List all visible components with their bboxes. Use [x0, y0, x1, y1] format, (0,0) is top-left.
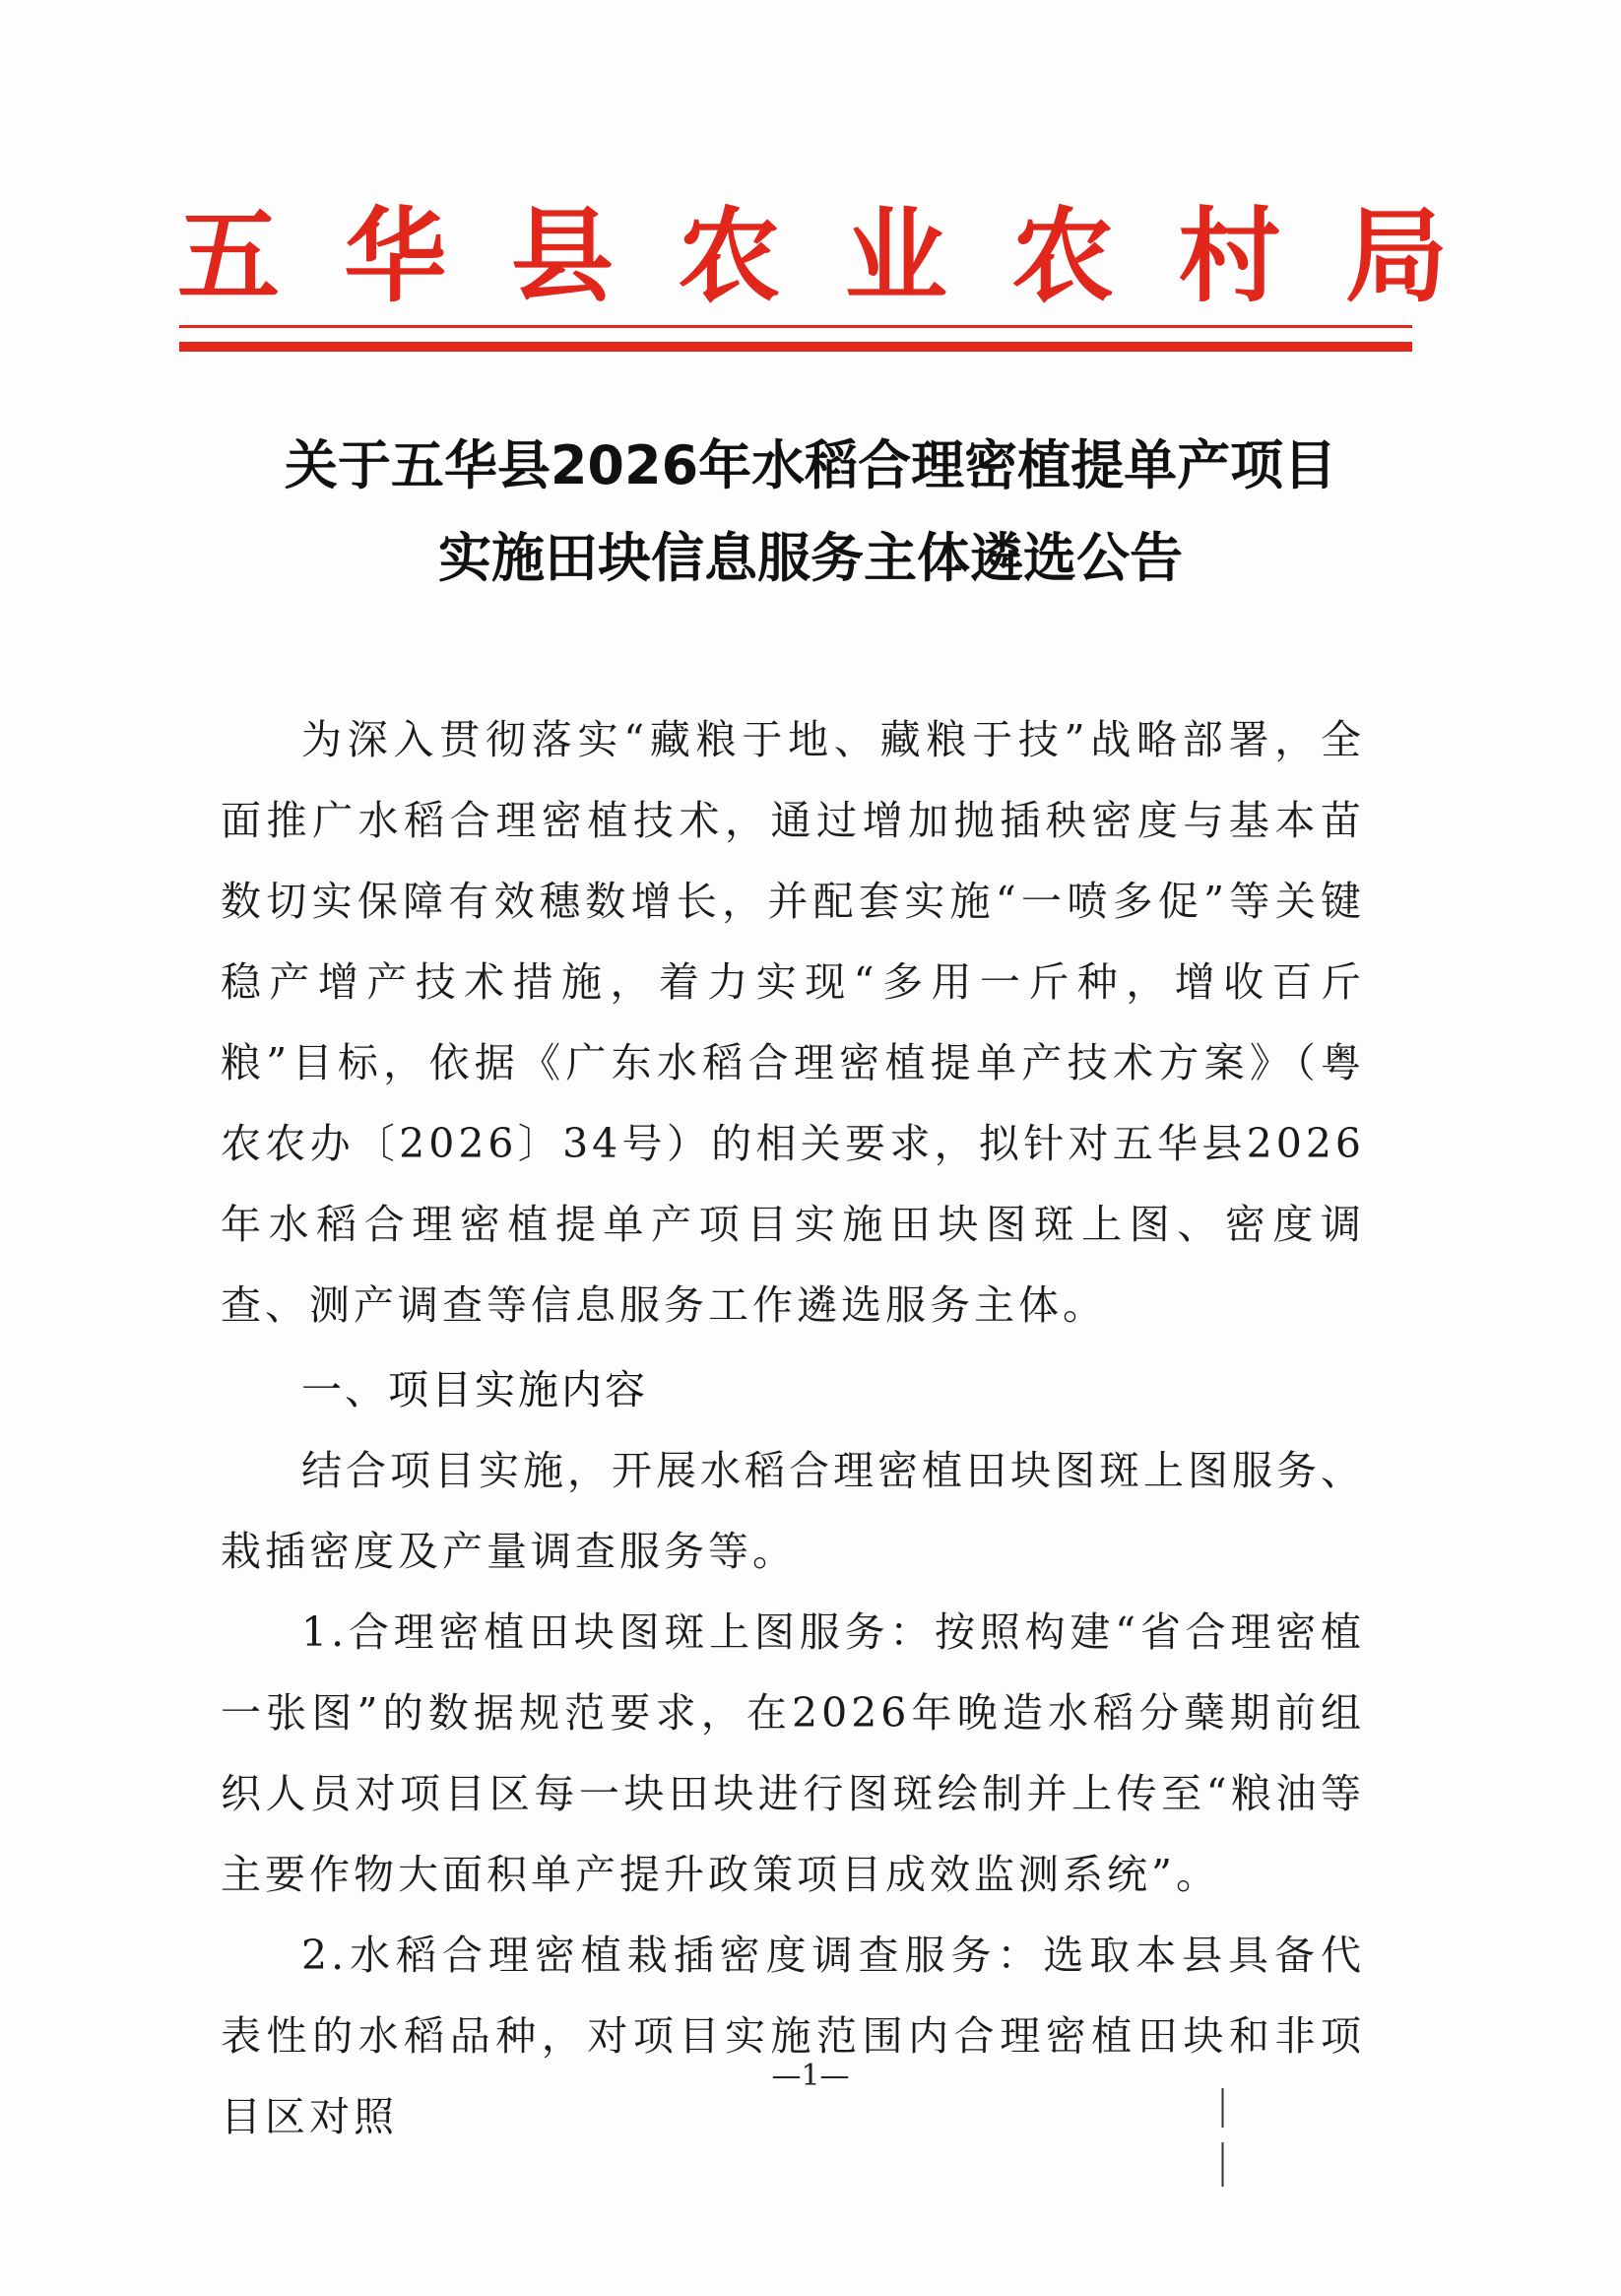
- item-2-text: 2.水稻合理密植栽插密度调查服务：选取本县具备代表性的水稻品种，对项目实施范围内合理密植田块和非项目区对照: [221, 1932, 1365, 2140]
- scan-artifact-mark: [1221, 2088, 1224, 2187]
- org-char: 业: [844, 196, 947, 316]
- item-1-paragraph: [221, 1592, 1365, 1915]
- document-title-line-2: 实施田块信息服务主体遴选公告: [438, 527, 1183, 589]
- header-rule-thin: [179, 325, 1412, 328]
- header-rule-thick: [179, 342, 1412, 352]
- org-char: 县: [510, 196, 614, 316]
- org-char: 村: [1178, 196, 1281, 316]
- item-2-paragraph: [221, 1915, 1365, 2157]
- section-1-intro-text: 结合项目实施，开展水稻合理密植田块图斑上图服务、栽插密度及产量调查服务等。: [221, 1447, 1365, 1575]
- org-char: 局: [1344, 196, 1448, 316]
- intro-paragraph: [221, 699, 1365, 1345]
- org-char: 农: [678, 196, 781, 316]
- org-char: 华: [344, 196, 447, 316]
- org-char: 五: [177, 196, 281, 316]
- issuing-organization-header: [177, 197, 1448, 315]
- page-number: —1—: [771, 2059, 850, 2093]
- document-title-line-1: 关于五华县2026年水稻合理密植提单产项目: [284, 434, 1337, 496]
- intro-text: 为深入贯彻落实“藏粮于地、藏粮于技”战略部署，全面推广水稻合理密植技术，通过增加抛插秧密度与基本苗数切实保障有效穗数增长，并配套实施“一喷多促”等关键稳产增产技术措施，着力实现“多用一斤种，增收百斤粮”目标，依据《广东水稻合理密植提单产技术方案》（粤农农办〔2026〕34号）的相关要求，拟针对五华县2026年水稻合理密植提单产项目实施田块图斑上图、密度调查、测产调查等信息服务工作遴选服务主体。: [221, 716, 1365, 1329]
- section-1-heading: 一、项目实施内容: [301, 1366, 648, 1413]
- section-1-intro-paragraph: [221, 1430, 1365, 1592]
- org-char: 农: [1011, 196, 1115, 316]
- item-1-text: 1.合理密植田块图斑上图服务：按照构建“省合理密植一张图”的数据规范要求，在2026年晚造水稻分蘖期前组织人员对项目区每一块田块进行图斑绘制并上传至“粮油等主要作物大面积单产提升政策项目成效监测系统”。: [221, 1608, 1365, 1898]
